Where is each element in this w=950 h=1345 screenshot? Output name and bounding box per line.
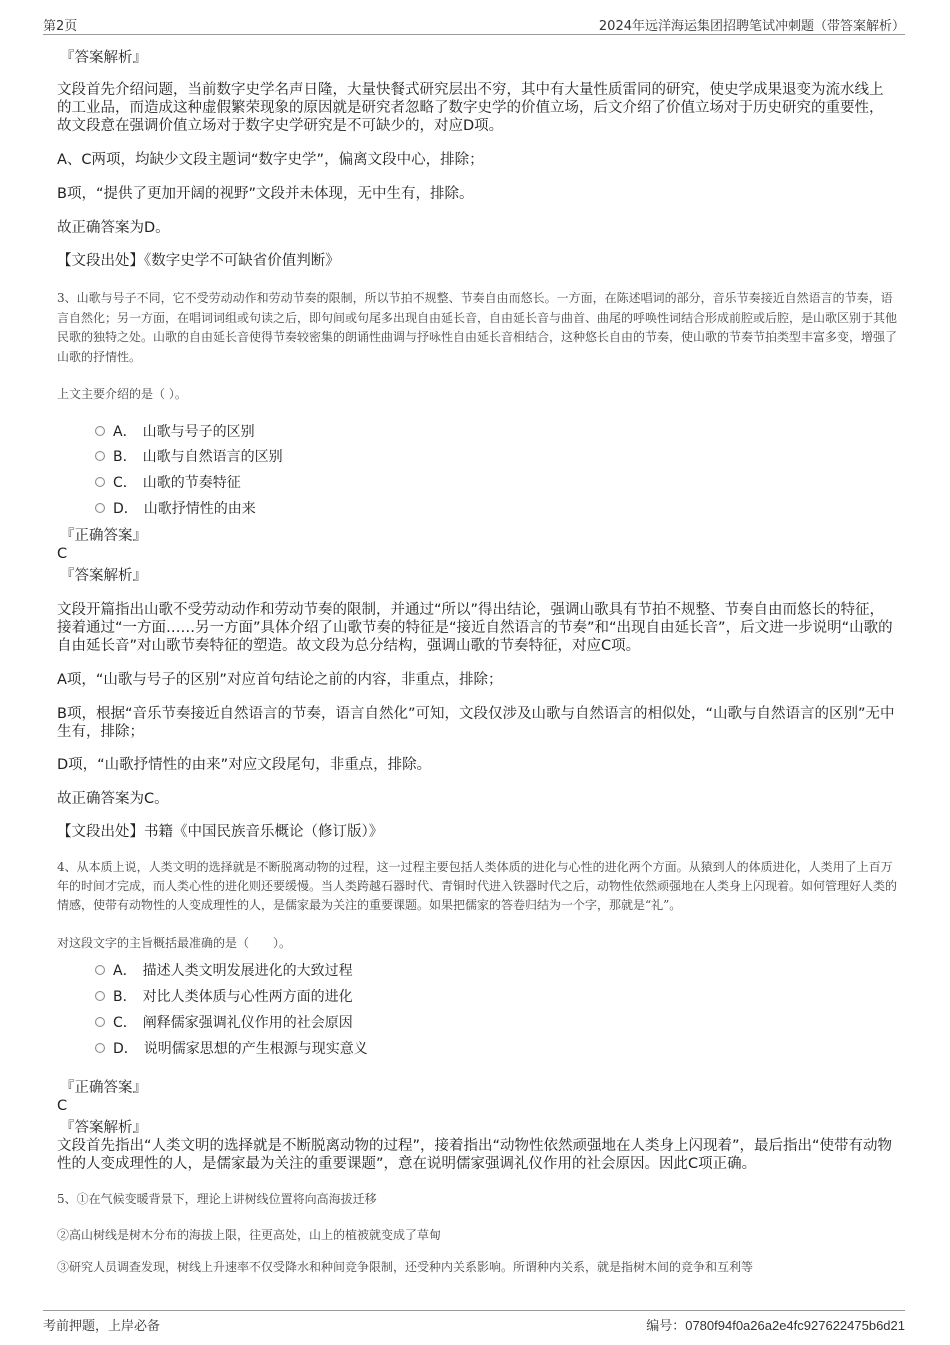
option-b[interactable]: B． 对比人类体质与心性两方面的进化 bbox=[95, 986, 353, 1006]
radio-icon[interactable] bbox=[95, 451, 105, 461]
question-sentence: ③研究人员调查发现，树线上升速率不仅受降水和种间竞争限制，还受种内关系影响。所谓种内关系，就是指树木间的竞争和互利等 bbox=[57, 1260, 754, 1274]
option-a[interactable]: A． 描述人类文明发展进化的大致过程 bbox=[95, 960, 353, 980]
radio-icon[interactable] bbox=[95, 1017, 105, 1027]
analysis-note: B项，“提供了更加开阔的视野”文段并未体现，无中生有，排除。 bbox=[57, 186, 474, 202]
radio-icon[interactable] bbox=[95, 477, 105, 487]
answer-value: C bbox=[57, 1098, 68, 1114]
option-c[interactable]: C． 山歌的节奏特征 bbox=[95, 472, 241, 492]
analysis-label: 『答案解析』 bbox=[60, 50, 147, 66]
analysis-note: A项，“山歌与号子的区别”对应首句结论之前的内容，非重点，排除； bbox=[57, 672, 503, 688]
footer-slogan: 考前押题，上岸必备 bbox=[43, 1319, 161, 1334]
question-sentence: 5、①在气候变暖背景下，理论上讲树线位置将向高海拔迁移 bbox=[57, 1192, 377, 1206]
radio-icon[interactable] bbox=[95, 965, 105, 975]
page-header bbox=[43, 12, 905, 35]
analysis-label: 『答案解析』 bbox=[60, 1120, 147, 1136]
option-a[interactable]: A． 山歌与号子的区别 bbox=[95, 421, 255, 441]
document-code: 编号：0780f94f0a26a2e4fc927622475b6d21 bbox=[646, 1318, 905, 1334]
page-footer bbox=[43, 1310, 905, 1334]
answer-label: 『正确答案』 bbox=[60, 528, 147, 544]
question-prompt: 对这段文字的主旨概括最准确的是（ ）。 bbox=[57, 936, 292, 950]
option-b[interactable]: B． 山歌与自然语言的区别 bbox=[95, 446, 283, 466]
analysis-text: 文段开篇指出山歌不受劳动动作和劳动节奏的限制，并通过“所以”得出结论，强调山歌具有节拍不规整、节奏自由而悠长的特征，接着通过“一方面……另一方面”具体介绍了山歌节奏的特征是“接近自然语言的节奏”和“出现自由延长音”，后文进一步说明“山歌的自由延长音”对山歌节奏特征的塑造。故文段为总分结构，强调山歌的节奏特征，对应C项。 bbox=[57, 602, 893, 654]
analysis-text: 文段首先指出“人类文明的选择就是不断脱离动物的过程”，接着指出“动物性依然顽强地在人类身上闪现着”，最后指出“使带有动物性的人变成理性的人，是儒家最为关注的重要课题”，意在说明儒家强调礼仪作用的社会原因。因此C项正确。 bbox=[57, 1138, 893, 1172]
analysis-label: 『答案解析』 bbox=[60, 568, 147, 584]
radio-icon[interactable] bbox=[95, 1043, 105, 1053]
analysis-conclusion: 故正确答案为D。 bbox=[57, 220, 170, 236]
radio-icon[interactable] bbox=[95, 991, 105, 1001]
document-title: 2024年远洋海运集团招聘笔试冲刺题（带答案解析） bbox=[598, 19, 905, 34]
passage-source: 【文段出处】书籍《中国民族音乐概论（修订版）》 bbox=[57, 824, 384, 840]
analysis-note: D项，“山歌抒情性的由来”对应文段尾句，非重点，排除。 bbox=[57, 757, 432, 773]
question-prompt: 上文主要介绍的是（ ）。 bbox=[57, 387, 187, 401]
page-number: 第2页 bbox=[43, 19, 78, 34]
analysis-note: B项，根据“音乐节奏接近自然语言的节奏，语言自然化”可知，文段仅涉及山歌与自然语言的相似处，“山歌与自然语言的区别”无中生有，排除； bbox=[57, 706, 895, 740]
answer-value: C bbox=[57, 546, 68, 562]
question-passage: 3、山歌与号子不同，它不受劳动动作和劳动节奏的限制，所以节拍不规整、节奏自由而悠长。一方面，在陈述唱词的部分，音乐节奏接近自然语言的节奏，语言自然化；另一方面，在唱词词组或句读之后，即句间或句尾多出现自由延长音，自由延长音与曲首、曲尾的呼唤性词结合形成前腔或后腔，是山歌区别于其他民歌的独特之处。山歌的自由延长音使得节奏较密集的朗诵性曲调与抒咏性自由延长音相结合，这种悠长自由的节奏，使山歌的节奏节拍类型丰富多变，增强了山歌的抒情性。 bbox=[57, 291, 898, 364]
question-passage: 4、从本质上说，人类文明的选择就是不断脱离动物的过程，这一过程主要包括人类体质的进化与心性的进化两个方面。从猿到人的体质进化，人类用了上百万年的时间才完成，而人类心性的进化则还要缓慢。当人类跨越石器时代、青铜时代进入铁器时代之后，动物性依然顽强地在人类身上闪现着。如何管理好人类的情感，使带有动物性的人变成理性的人，是儒家最为关注的重要课题。如果把儒家的答卷归结为一个字，那就是“礼”。 bbox=[57, 860, 898, 912]
option-c[interactable]: C． 阐释儒家强调礼仪作用的社会原因 bbox=[95, 1012, 353, 1032]
passage-source: 【文段出处】《数字史学不可缺省价值判断》 bbox=[57, 253, 340, 269]
answer-label: 『正确答案』 bbox=[60, 1080, 147, 1096]
analysis-conclusion: 故正确答案为C。 bbox=[57, 791, 169, 807]
radio-icon[interactable] bbox=[95, 503, 105, 513]
radio-icon[interactable] bbox=[95, 426, 105, 436]
question-sentence: ②高山树线是树木分布的海拔上限，往更高处，山上的植被就变成了草甸 bbox=[57, 1228, 442, 1242]
analysis-text: 文段首先介绍问题，当前数字史学名声日隆，大量快餐式研究层出不穷，其中有大量性质雷同的研究，使史学成果退变为流水线上的工业品，而造成这种虚假繁荣现象的原因就是研究者忽略了数字史学的价值立场，后文介绍了价值立场对于历史研究的重要性，故文段意在强调价值立场对于数字史学研究是不可缺少的，对应D项。 bbox=[57, 82, 884, 134]
option-d[interactable]: D． 山歌抒情性的由来 bbox=[95, 498, 256, 518]
analysis-note: A、C两项，均缺少文段主题词“数字史学”，偏离文段中心，排除； bbox=[57, 152, 484, 168]
option-d[interactable]: D． 说明儒家思想的产生根源与现实意义 bbox=[95, 1038, 368, 1058]
